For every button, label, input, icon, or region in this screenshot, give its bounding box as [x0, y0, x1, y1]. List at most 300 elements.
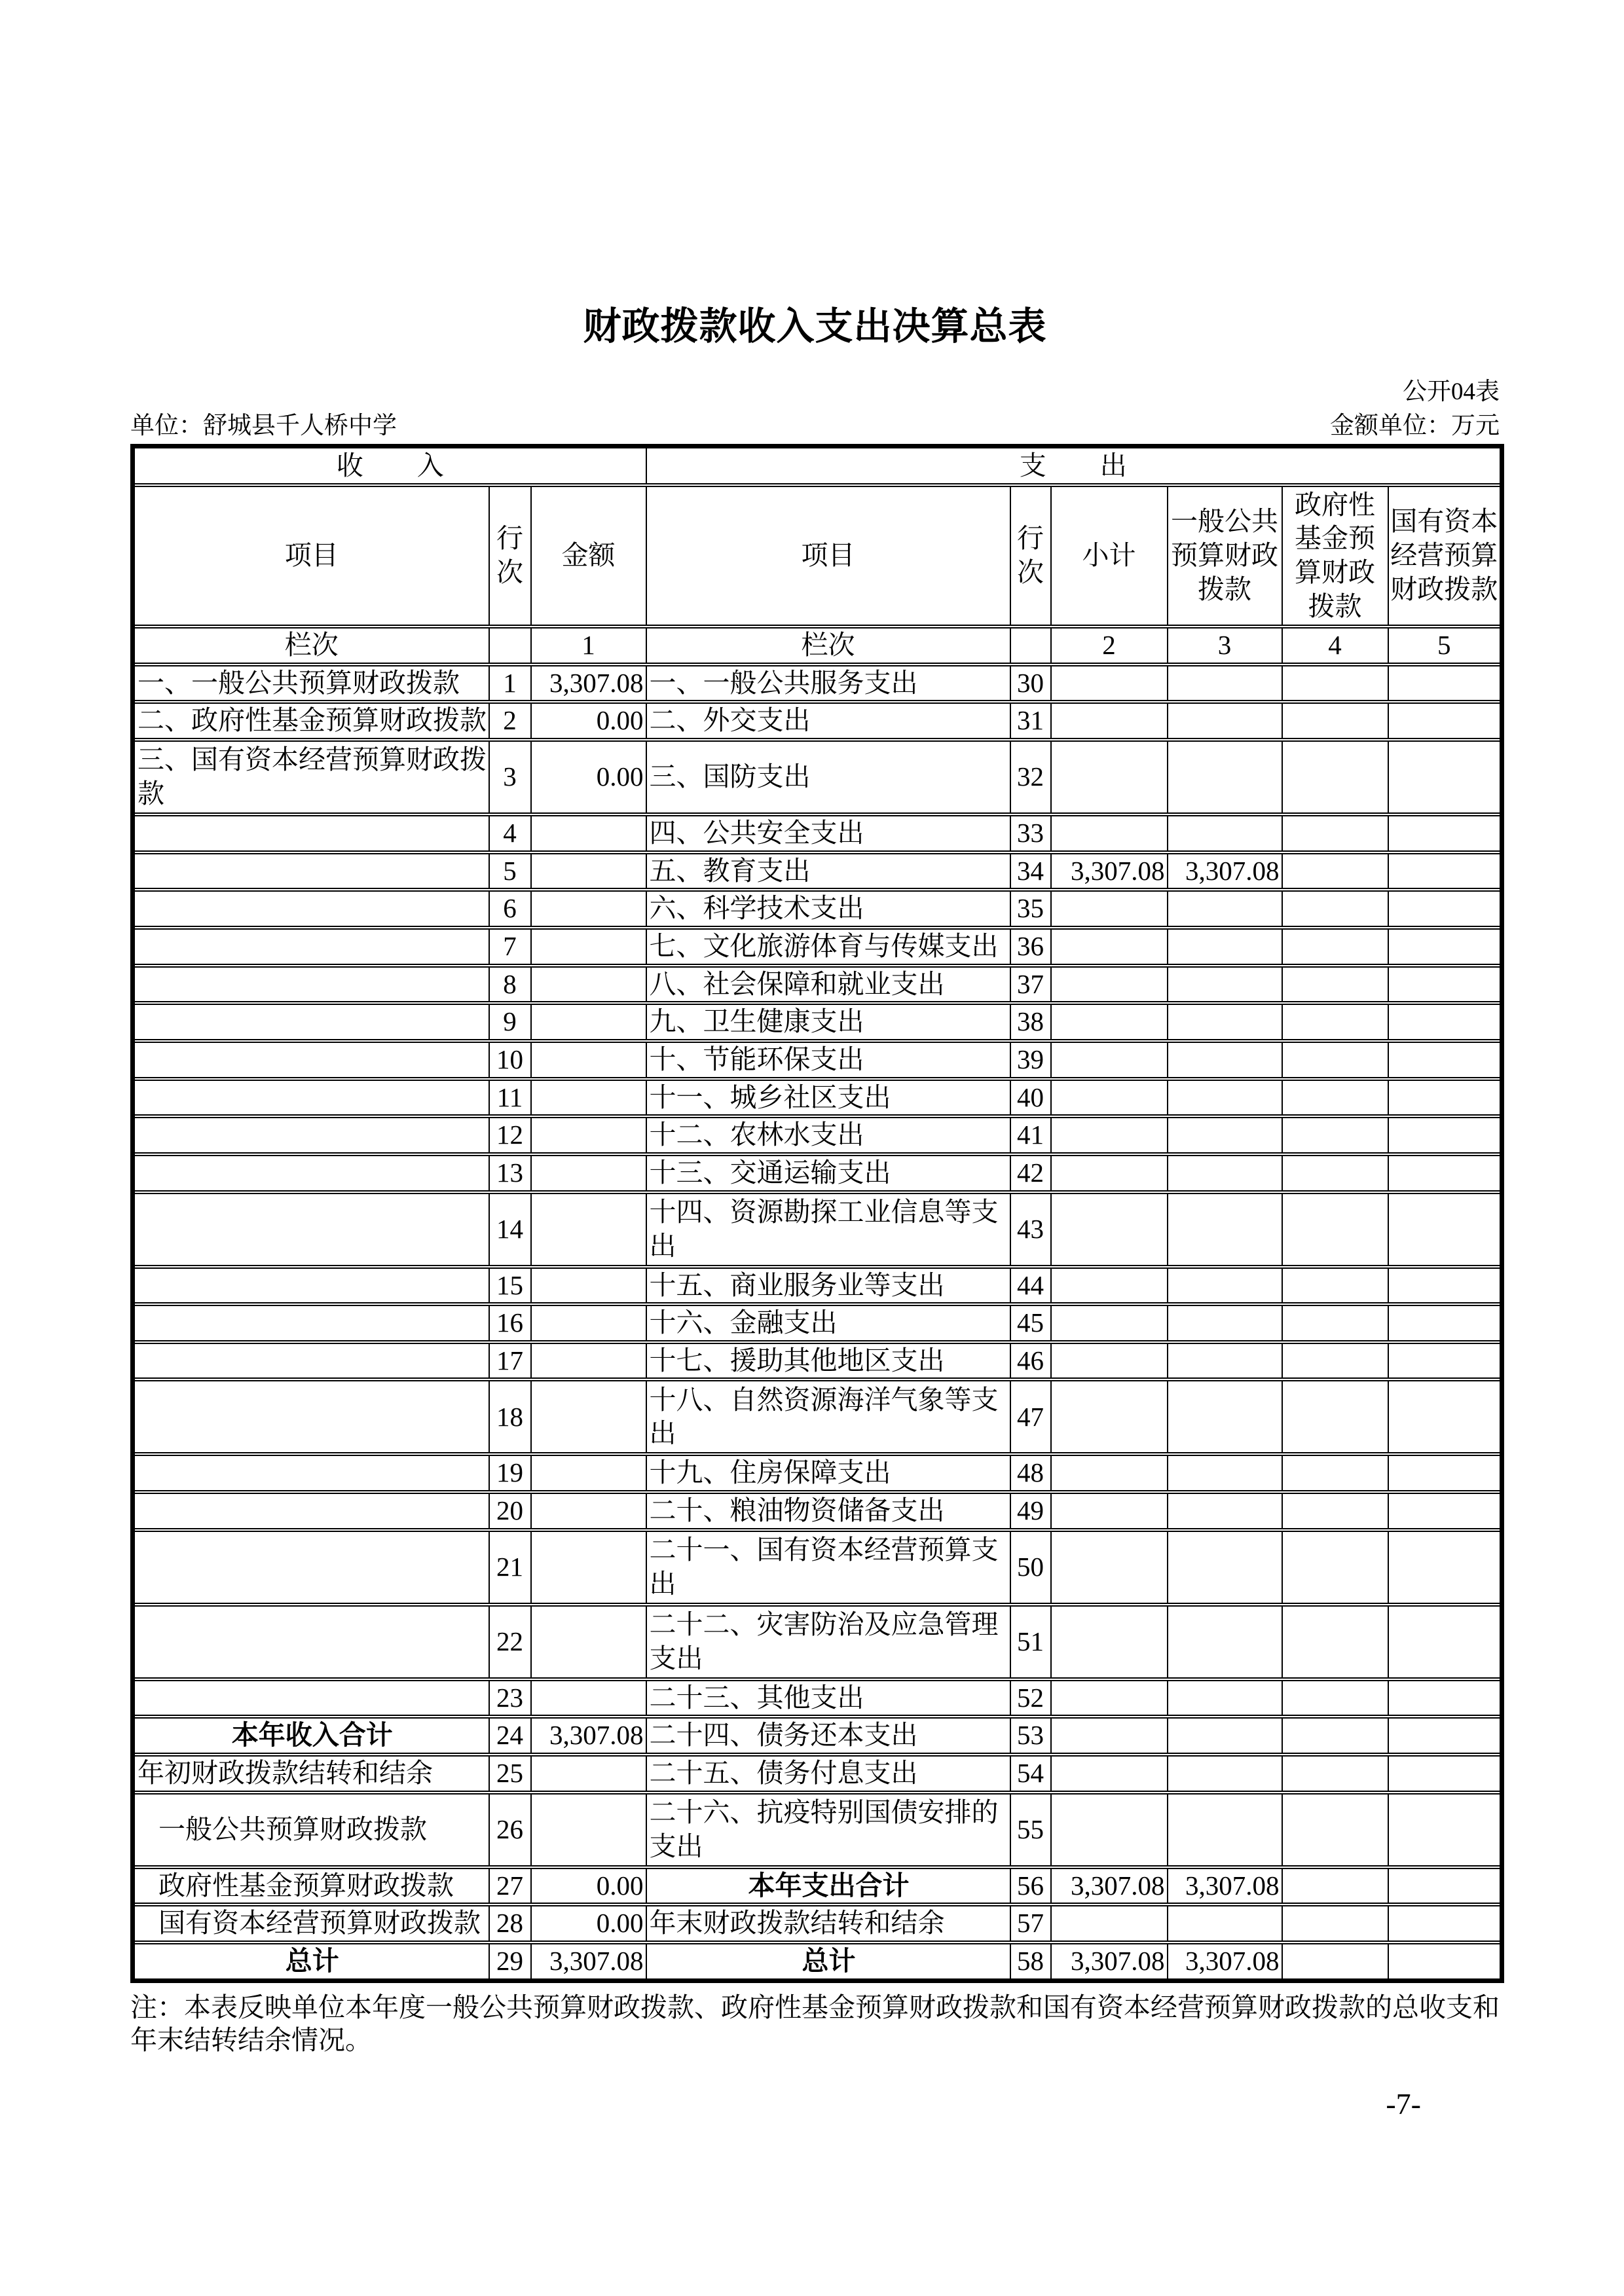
- income-row-no-cell: 20: [489, 1492, 531, 1530]
- income-row-no-cell: 11: [489, 1079, 531, 1117]
- expense-row-no-cell: 47: [1010, 1379, 1051, 1454]
- income-item-cell: [133, 1530, 489, 1605]
- expense-item-cell: 二十六、抗疫特别国债安排的支出: [646, 1793, 1010, 1867]
- income-amount-cell: 3,307.08: [531, 665, 646, 702]
- table-code-line: [130, 378, 1500, 407]
- income-amount-cell: 3,307.08: [531, 1717, 646, 1755]
- table-row: [133, 1530, 1502, 1605]
- income-item-cell: [133, 1003, 489, 1041]
- expense-row-no-cell: 42: [1010, 1154, 1051, 1192]
- subtotal-amount-cell: [1051, 1492, 1168, 1530]
- col-header-state-capital: 国有资本经营预算财政拨款: [1388, 485, 1502, 627]
- subtotal-amount-cell: [1051, 1605, 1168, 1679]
- expense-row-no-cell: 45: [1010, 1304, 1051, 1342]
- lanci-expense-label: 栏次: [646, 627, 1010, 665]
- expense-item-cell: 九、卫生健康支出: [646, 1003, 1010, 1041]
- general-budget-amount-cell: [1168, 1379, 1282, 1454]
- table-row: [133, 1867, 1502, 1905]
- expense-section-header: 支 出: [646, 446, 1502, 485]
- page-number: -7-: [1386, 2086, 1421, 2121]
- expense-item-cell: 本年支出合计: [646, 1867, 1010, 1905]
- subtotal-amount-cell: [1051, 814, 1168, 852]
- income-row-no-cell: 3: [489, 740, 531, 814]
- subtotal-amount-cell: [1051, 1041, 1168, 1079]
- subtotal-amount-cell: [1051, 740, 1168, 814]
- subtotal-amount-cell: [1051, 928, 1168, 966]
- income-amount-cell: [531, 928, 646, 966]
- gov-fund-amount-cell: [1282, 966, 1388, 1004]
- document-page: [130, 0, 1500, 2121]
- income-item-cell: [133, 814, 489, 852]
- subtotal-amount-cell: [1051, 1379, 1168, 1454]
- income-row-no-cell: 25: [489, 1755, 531, 1793]
- income-amount-cell: [531, 814, 646, 852]
- expense-row-no-cell: 58: [1010, 1942, 1051, 1980]
- subtotal-amount-cell: [1051, 1003, 1168, 1041]
- expense-item-cell: 八、社会保障和就业支出: [646, 966, 1010, 1004]
- income-item-cell: [133, 852, 489, 890]
- income-item-cell: 一、一般公共预算财政拨款: [133, 665, 489, 702]
- expense-row-no-cell: 54: [1010, 1755, 1051, 1793]
- income-item-cell: [133, 1116, 489, 1154]
- subtotal-amount-cell: [1051, 1679, 1168, 1717]
- income-amount-cell: [531, 1267, 646, 1305]
- expense-item-cell: 十八、自然资源海洋气象等支出: [646, 1379, 1010, 1454]
- income-item-cell: 一般公共预算财政拨款: [133, 1793, 489, 1867]
- income-row-no-cell: 8: [489, 966, 531, 1004]
- expense-item-cell: 二十一、国有资本经营预算支出: [646, 1530, 1010, 1605]
- gov-fund-amount-cell: [1282, 1530, 1388, 1605]
- table-row: [133, 1079, 1502, 1117]
- state-capital-amount-cell: [1388, 1079, 1502, 1117]
- general-budget-amount-cell: [1168, 1755, 1282, 1793]
- general-budget-amount-cell: [1168, 890, 1282, 928]
- income-amount-cell: [531, 1304, 646, 1342]
- gov-fund-amount-cell: [1282, 702, 1388, 740]
- income-amount-cell: [531, 1605, 646, 1679]
- income-amount-cell: [531, 1679, 646, 1717]
- income-row-no-cell: 27: [489, 1867, 531, 1905]
- income-amount-cell: [531, 1342, 646, 1380]
- income-item-cell: [133, 1379, 489, 1454]
- general-budget-amount-cell: [1168, 928, 1282, 966]
- general-budget-amount-cell: [1168, 1717, 1282, 1755]
- subtotal-amount-cell: [1051, 1192, 1168, 1267]
- expense-row-no-cell: 46: [1010, 1342, 1051, 1380]
- gov-fund-amount-cell: [1282, 1379, 1388, 1454]
- page-title: 财政拨款收入支出决算总表: [583, 305, 1047, 348]
- gov-fund-amount-cell: [1282, 1679, 1388, 1717]
- table-row: [133, 1454, 1502, 1492]
- expense-item-cell: 二十、粮油物资储备支出: [646, 1492, 1010, 1530]
- column-index-row: [133, 627, 1502, 665]
- state-capital-amount-cell: [1388, 966, 1502, 1004]
- table-row: [133, 1605, 1502, 1679]
- subtotal-amount-cell: [1051, 1793, 1168, 1867]
- income-row-no-cell: 10: [489, 1041, 531, 1079]
- lanci-col-5: 5: [1388, 627, 1502, 665]
- expense-row-no-cell: 33: [1010, 814, 1051, 852]
- income-amount-cell: [531, 1041, 646, 1079]
- column-header-row: [133, 485, 1502, 627]
- expense-item-cell: 二十四、债务还本支出: [646, 1717, 1010, 1755]
- income-amount-cell: [531, 1192, 646, 1267]
- lanci-blank-cell: [1010, 627, 1051, 665]
- income-item-cell: 国有资本经营预算财政拨款: [133, 1904, 489, 1942]
- gov-fund-amount-cell: [1282, 665, 1388, 702]
- expense-row-no-cell: 51: [1010, 1605, 1051, 1679]
- meta-line: [130, 412, 1500, 441]
- income-amount-cell: [531, 1492, 646, 1530]
- general-budget-amount-cell: 3,307.08: [1168, 1867, 1282, 1905]
- income-item-cell: [133, 890, 489, 928]
- gov-fund-amount-cell: [1282, 928, 1388, 966]
- income-row-no-cell: 16: [489, 1304, 531, 1342]
- subtotal-amount-cell: [1051, 702, 1168, 740]
- table-row: [133, 1116, 1502, 1154]
- income-row-no-cell: 21: [489, 1530, 531, 1605]
- lanci-blank-cell: [489, 627, 531, 665]
- gov-fund-amount-cell: [1282, 1041, 1388, 1079]
- income-section-header: 收 入: [133, 446, 646, 485]
- table-row: [133, 890, 1502, 928]
- lanci-col-1: 1: [531, 627, 646, 665]
- income-row-no-cell: 15: [489, 1267, 531, 1305]
- expense-row-no-cell: 49: [1010, 1492, 1051, 1530]
- state-capital-amount-cell: [1388, 1942, 1502, 1980]
- expense-item-cell: 总计: [646, 1942, 1010, 1980]
- expense-item-cell: 年末财政拨款结转和结余: [646, 1904, 1010, 1942]
- income-amount-cell: 0.00: [531, 1867, 646, 1905]
- gov-fund-amount-cell: [1282, 1079, 1388, 1117]
- unit-label: 单位：舒城县千人桥中学: [130, 412, 397, 440]
- state-capital-amount-cell: [1388, 1342, 1502, 1380]
- table-row: [133, 1342, 1502, 1380]
- table-row: [133, 1942, 1502, 1980]
- state-capital-amount-cell: [1388, 1192, 1502, 1267]
- gov-fund-amount-cell: [1282, 814, 1388, 852]
- lanci-col-2: 2: [1051, 627, 1168, 665]
- general-budget-amount-cell: [1168, 1267, 1282, 1305]
- income-row-no-cell: 22: [489, 1605, 531, 1679]
- col-header-general-budget: 一般公共预算财政拨款: [1168, 485, 1282, 627]
- expense-item-cell: 十四、资源勘探工业信息等支出: [646, 1192, 1010, 1267]
- general-budget-amount-cell: 3,307.08: [1168, 852, 1282, 890]
- table-row: [133, 1003, 1502, 1041]
- gov-fund-amount-cell: [1282, 1454, 1388, 1492]
- state-capital-amount-cell: [1388, 740, 1502, 814]
- gov-fund-amount-cell: [1282, 1116, 1388, 1154]
- state-capital-amount-cell: [1388, 1904, 1502, 1942]
- col-header-income-row-no: 行次: [489, 485, 531, 627]
- table-row: [133, 1192, 1502, 1267]
- income-amount-cell: 0.00: [531, 702, 646, 740]
- state-capital-amount-cell: [1388, 1755, 1502, 1793]
- lanci-income-label: 栏次: [133, 627, 489, 665]
- income-row-no-cell: 14: [489, 1192, 531, 1267]
- state-capital-amount-cell: [1388, 814, 1502, 852]
- general-budget-amount-cell: [1168, 1530, 1282, 1605]
- income-amount-cell: [531, 1793, 646, 1867]
- subtotal-amount-cell: [1051, 1755, 1168, 1793]
- expense-item-cell: 六、科学技术支出: [646, 890, 1010, 928]
- income-amount-cell: [531, 1154, 646, 1192]
- income-row-no-cell: 28: [489, 1904, 531, 1942]
- col-header-subtotal: 小计: [1051, 485, 1168, 627]
- income-amount-cell: [531, 1530, 646, 1605]
- gov-fund-amount-cell: [1282, 1154, 1388, 1192]
- income-row-no-cell: 9: [489, 1003, 531, 1041]
- subtotal-amount-cell: [1051, 1717, 1168, 1755]
- expense-row-no-cell: 37: [1010, 966, 1051, 1004]
- expense-item-cell: 一、一般公共服务支出: [646, 665, 1010, 702]
- expense-item-cell: 十五、商业服务业等支出: [646, 1267, 1010, 1305]
- section-banner-row: [133, 446, 1502, 485]
- income-row-no-cell: 19: [489, 1454, 531, 1492]
- general-budget-amount-cell: [1168, 740, 1282, 814]
- expense-row-no-cell: 50: [1010, 1530, 1051, 1605]
- income-item-cell: [133, 1342, 489, 1380]
- expense-row-no-cell: 41: [1010, 1116, 1051, 1154]
- income-item-cell: [133, 1041, 489, 1079]
- state-capital-amount-cell: [1388, 852, 1502, 890]
- state-capital-amount-cell: [1388, 890, 1502, 928]
- table-row: [133, 1717, 1502, 1755]
- general-budget-amount-cell: [1168, 665, 1282, 702]
- expense-row-no-cell: 39: [1010, 1041, 1051, 1079]
- income-row-no-cell: 17: [489, 1342, 531, 1380]
- state-capital-amount-cell: [1388, 1605, 1502, 1679]
- subtotal-amount-cell: [1051, 665, 1168, 702]
- gov-fund-amount-cell: [1282, 1492, 1388, 1530]
- income-item-cell: 三、国有资本经营预算财政拨款: [133, 740, 489, 814]
- income-row-no-cell: 6: [489, 890, 531, 928]
- subtotal-amount-cell: [1051, 1154, 1168, 1192]
- table-code: 公开04表: [1403, 378, 1500, 405]
- income-item-cell: 年初财政拨款结转和结余: [133, 1755, 489, 1793]
- income-item-cell: [133, 1492, 489, 1530]
- table-row: [133, 928, 1502, 966]
- table-row: [133, 740, 1502, 814]
- subtotal-amount-cell: 3,307.08: [1051, 1867, 1168, 1905]
- subtotal-amount-cell: 3,307.08: [1051, 852, 1168, 890]
- fiscal-appropriation-summary-table: [130, 444, 1504, 1982]
- general-budget-amount-cell: [1168, 1342, 1282, 1380]
- gov-fund-amount-cell: [1282, 740, 1388, 814]
- state-capital-amount-cell: [1388, 702, 1502, 740]
- gov-fund-amount-cell: [1282, 890, 1388, 928]
- income-amount-cell: 0.00: [531, 1904, 646, 1942]
- expense-row-no-cell: 35: [1010, 890, 1051, 928]
- subtotal-amount-cell: [1051, 1342, 1168, 1380]
- income-item-cell: [133, 1605, 489, 1679]
- income-amount-cell: [531, 1379, 646, 1454]
- income-item-cell: [133, 1679, 489, 1717]
- income-amount-cell: [531, 852, 646, 890]
- income-amount-cell: [531, 890, 646, 928]
- income-item-cell: [133, 1454, 489, 1492]
- expense-item-cell: 十一、城乡社区支出: [646, 1079, 1010, 1117]
- income-item-cell: [133, 1079, 489, 1117]
- general-budget-amount-cell: [1168, 1492, 1282, 1530]
- income-row-no-cell: 4: [489, 814, 531, 852]
- table-row: [133, 1755, 1502, 1793]
- table-row: [133, 966, 1502, 1004]
- table-row: [133, 1492, 1502, 1530]
- income-item-cell: [133, 928, 489, 966]
- gov-fund-amount-cell: [1282, 1003, 1388, 1041]
- general-budget-amount-cell: [1168, 1154, 1282, 1192]
- subtotal-amount-cell: [1051, 1079, 1168, 1117]
- gov-fund-amount-cell: [1282, 1867, 1388, 1905]
- expense-row-no-cell: 48: [1010, 1454, 1051, 1492]
- expense-item-cell: 二十五、债务付息支出: [646, 1755, 1010, 1793]
- general-budget-amount-cell: [1168, 1904, 1282, 1942]
- income-row-no-cell: 5: [489, 852, 531, 890]
- expense-item-cell: 四、公共安全支出: [646, 814, 1010, 852]
- expense-item-cell: 十、节能环保支出: [646, 1041, 1010, 1079]
- income-item-cell: 二、政府性基金预算财政拨款: [133, 702, 489, 740]
- income-amount-cell: 3,307.08: [531, 1942, 646, 1980]
- table-row: [133, 1793, 1502, 1867]
- state-capital-amount-cell: [1388, 665, 1502, 702]
- expense-row-no-cell: 38: [1010, 1003, 1051, 1041]
- table-row: [133, 1154, 1502, 1192]
- expense-item-cell: 十二、农林水支出: [646, 1116, 1010, 1154]
- expense-item-cell: 五、教育支出: [646, 852, 1010, 890]
- subtotal-amount-cell: [1051, 1116, 1168, 1154]
- table-row: [133, 1267, 1502, 1305]
- income-amount-cell: [531, 1116, 646, 1154]
- subtotal-amount-cell: [1051, 890, 1168, 928]
- table-row: [133, 1679, 1502, 1717]
- table-row: [133, 665, 1502, 702]
- gov-fund-amount-cell: [1282, 1793, 1388, 1867]
- income-row-no-cell: 7: [489, 928, 531, 966]
- col-header-gov-fund: 政府性基金预算财政拨款: [1282, 485, 1388, 627]
- income-item-cell: [133, 1154, 489, 1192]
- expense-row-no-cell: 57: [1010, 1904, 1051, 1942]
- income-row-no-cell: 29: [489, 1942, 531, 1980]
- expense-row-no-cell: 36: [1010, 928, 1051, 966]
- income-amount-cell: [531, 966, 646, 1004]
- gov-fund-amount-cell: [1282, 852, 1388, 890]
- income-amount-cell: [531, 1755, 646, 1793]
- subtotal-amount-cell: [1051, 1267, 1168, 1305]
- state-capital-amount-cell: [1388, 1003, 1502, 1041]
- gov-fund-amount-cell: [1282, 1942, 1388, 1980]
- expense-row-no-cell: 40: [1010, 1079, 1051, 1117]
- income-amount-cell: [531, 1003, 646, 1041]
- income-amount-cell: [531, 1454, 646, 1492]
- income-amount-cell: [531, 1079, 646, 1117]
- amount-unit-label: 金额单位：万元: [1330, 412, 1500, 440]
- subtotal-amount-cell: [1051, 1530, 1168, 1605]
- income-row-no-cell: 26: [489, 1793, 531, 1867]
- table-row: [133, 814, 1502, 852]
- general-budget-amount-cell: [1168, 1003, 1282, 1041]
- income-row-no-cell: 24: [489, 1717, 531, 1755]
- income-row-no-cell: 23: [489, 1679, 531, 1717]
- subtotal-amount-cell: 3,307.08: [1051, 1942, 1168, 1980]
- income-row-no-cell: 2: [489, 702, 531, 740]
- col-header-expense-row-no: 行次: [1010, 485, 1051, 627]
- expense-row-no-cell: 30: [1010, 665, 1051, 702]
- income-row-no-cell: 12: [489, 1116, 531, 1154]
- gov-fund-amount-cell: [1282, 1192, 1388, 1267]
- income-item-cell: 总计: [133, 1942, 489, 1980]
- expense-item-cell: 十九、住房保障支出: [646, 1454, 1010, 1492]
- lanci-col-4: 4: [1282, 627, 1388, 665]
- state-capital-amount-cell: [1388, 1454, 1502, 1492]
- subtotal-amount-cell: [1051, 1304, 1168, 1342]
- expense-row-no-cell: 44: [1010, 1267, 1051, 1305]
- general-budget-amount-cell: [1168, 966, 1282, 1004]
- state-capital-amount-cell: [1388, 1304, 1502, 1342]
- state-capital-amount-cell: [1388, 1717, 1502, 1755]
- expense-row-no-cell: 55: [1010, 1793, 1051, 1867]
- expense-row-no-cell: 31: [1010, 702, 1051, 740]
- state-capital-amount-cell: [1388, 1679, 1502, 1717]
- income-item-cell: [133, 1304, 489, 1342]
- expense-item-cell: 二、外交支出: [646, 702, 1010, 740]
- state-capital-amount-cell: [1388, 1116, 1502, 1154]
- income-item-cell: [133, 1192, 489, 1267]
- income-row-no-cell: 1: [489, 665, 531, 702]
- income-item-cell: 本年收入合计: [133, 1717, 489, 1755]
- col-header-expense-item: 项目: [646, 485, 1010, 627]
- general-budget-amount-cell: [1168, 702, 1282, 740]
- general-budget-amount-cell: [1168, 1793, 1282, 1867]
- general-budget-amount-cell: [1168, 814, 1282, 852]
- income-item-cell: 政府性基金预算财政拨款: [133, 1867, 489, 1905]
- gov-fund-amount-cell: [1282, 1342, 1388, 1380]
- expense-item-cell: 十七、援助其他地区支出: [646, 1342, 1010, 1380]
- income-row-no-cell: 18: [489, 1379, 531, 1454]
- state-capital-amount-cell: [1388, 1041, 1502, 1079]
- income-amount-cell: 0.00: [531, 740, 646, 814]
- subtotal-amount-cell: [1051, 1454, 1168, 1492]
- gov-fund-amount-cell: [1282, 1267, 1388, 1305]
- gov-fund-amount-cell: [1282, 1755, 1388, 1793]
- table-row: [133, 852, 1502, 890]
- general-budget-amount-cell: [1168, 1041, 1282, 1079]
- general-budget-amount-cell: [1168, 1679, 1282, 1717]
- expense-item-cell: 十三、交通运输支出: [646, 1154, 1010, 1192]
- expense-row-no-cell: 52: [1010, 1679, 1051, 1717]
- state-capital-amount-cell: [1388, 1793, 1502, 1867]
- expense-item-cell: 七、文化旅游体育与传媒支出: [646, 928, 1010, 966]
- lanci-col-3: 3: [1168, 627, 1282, 665]
- table-row: [133, 1041, 1502, 1079]
- general-budget-amount-cell: [1168, 1116, 1282, 1154]
- expense-row-no-cell: 43: [1010, 1192, 1051, 1267]
- state-capital-amount-cell: [1388, 1154, 1502, 1192]
- income-row-no-cell: 13: [489, 1154, 531, 1192]
- table-row: [133, 702, 1502, 740]
- gov-fund-amount-cell: [1282, 1304, 1388, 1342]
- expense-item-cell: 二十二、灾害防治及应急管理支出: [646, 1605, 1010, 1679]
- expense-item-cell: 十六、金融支出: [646, 1304, 1010, 1342]
- expense-row-no-cell: 32: [1010, 740, 1051, 814]
- general-budget-amount-cell: [1168, 1192, 1282, 1267]
- subtotal-amount-cell: [1051, 966, 1168, 1004]
- gov-fund-amount-cell: [1282, 1605, 1388, 1679]
- col-header-amount: 金额: [531, 485, 646, 627]
- state-capital-amount-cell: [1388, 1530, 1502, 1605]
- general-budget-amount-cell: [1168, 1079, 1282, 1117]
- expense-item-cell: 三、国防支出: [646, 740, 1010, 814]
